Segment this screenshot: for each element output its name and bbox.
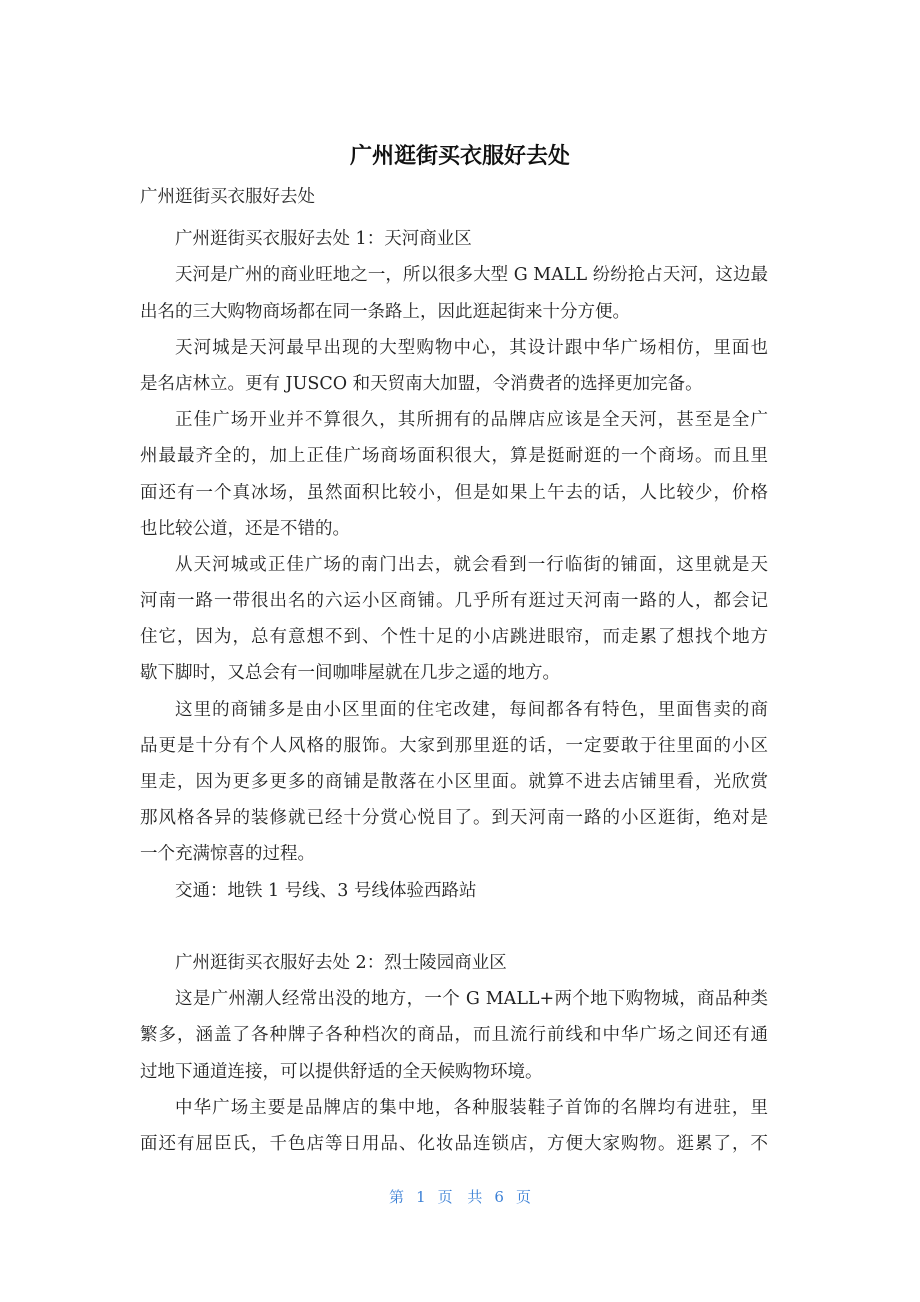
paragraph-line: 天河城是天河最早出现的大型购物中心，其设计跟中华广场相仿，里面也 [175, 337, 768, 358]
paragraph-line: 一个充满惊喜的过程。 [140, 844, 315, 865]
paragraph-line: 河南一路一带很出名的六运小区商铺。几乎所有逛过天河南一路的人，都会记 [140, 591, 768, 612]
footer-suffix: 页 [515, 1188, 531, 1206]
paragraph-line: 面还有一个真冰场，虽然面积比较小，但是如果上午去的话，人比较少，价格 [140, 482, 768, 503]
paragraph-line: 这是广州潮人经常出没的地方，一个 G MALL+两个地下购物城，商品种类 [175, 989, 768, 1010]
footer-total-pages: 6 [494, 1188, 504, 1206]
paragraph-line: 那风格各异的装修就已经十分赏心悦目了。到天河南一路的小区逛街，绝对是 [140, 808, 768, 829]
paragraph-line: 从天河城或正佳广场的南门出去，就会看到一行临街的铺面，这里就是天 [175, 554, 768, 575]
paragraph-line: 天河是广州的商业旺地之一，所以很多大型 G MALL 纷纷抢占天河，这边最 [175, 265, 768, 286]
blank-line [140, 909, 768, 945]
paragraph-line: 繁多，涵盖了各种牌子各种档次的商品，而且流行前线和中华广场之间还有通 [140, 1025, 768, 1046]
paragraph-line: 住它，因为，总有意想不到、个性十足的小店跳进眼帘，而走累了想找个地方 [140, 627, 768, 648]
paragraph-line: 是名店林立。更有 JUSCO 和天贸南大加盟，令消费者的选择更加完备。 [140, 373, 703, 394]
paragraph-line: 过地下通道连接，可以提供舒适的全天候购物环境。 [140, 1061, 543, 1082]
section-heading: 广州逛街买衣服好去处 2：烈士陵园商业区 [175, 952, 507, 973]
document-body [140, 179, 768, 1162]
paragraph-line: 这里的商铺多是由小区里面的住宅改建，每间都各有特色，里面售卖的商 [175, 699, 768, 720]
footer-prefix: 第 [389, 1188, 405, 1206]
paragraph-line: 面还有屈臣氏，千色店等日用品、化妆品连锁店，方便大家购物。逛累了，不 [140, 1133, 768, 1154]
footer-middle: 页 共 [437, 1188, 483, 1206]
document-title: 广州逛街买衣服好去处 [349, 144, 570, 169]
paragraph-line: 也比较公道，还是不错的。 [140, 518, 350, 539]
paragraph-line: 中华广场主要是品牌店的集中地，各种服装鞋子首饰的名牌均有进驻，里 [175, 1097, 768, 1118]
paragraph-line: 品更是十分有个人风格的服饰。大家到那里逛的话，一定要敢于往里面的小区 [140, 735, 768, 756]
page-footer [0, 1186, 920, 1207]
paragraph-line: 歇下脚时，又总会有一间咖啡屋就在几步之遥的地方。 [140, 663, 560, 684]
paragraph-line: 州最最齐全的，加上正佳广场商场面积很大，算是挺耐逛的一个商场。而且里 [140, 446, 768, 467]
document-subtitle: 广州逛街买衣服好去处 [140, 187, 315, 207]
paragraph-line: 正佳广场开业并不算很久，其所拥有的品牌店应该是全天河，甚至是全广 [175, 410, 768, 431]
paragraph-line: 里走，因为更多更多的商铺是散落在小区里面。就算不进去店铺里看，光欣赏 [140, 772, 768, 792]
footer-page-number: 1 [416, 1188, 426, 1206]
section-heading: 广州逛街买衣服好去处 1：天河商业区 [175, 229, 472, 250]
paragraph-line: 交通：地铁 1 号线、3 号线体验西路站 [175, 880, 477, 901]
paragraph-line: 出名的三大购物商场都在同一条路上，因此逛起街来十分方便。 [140, 301, 630, 322]
